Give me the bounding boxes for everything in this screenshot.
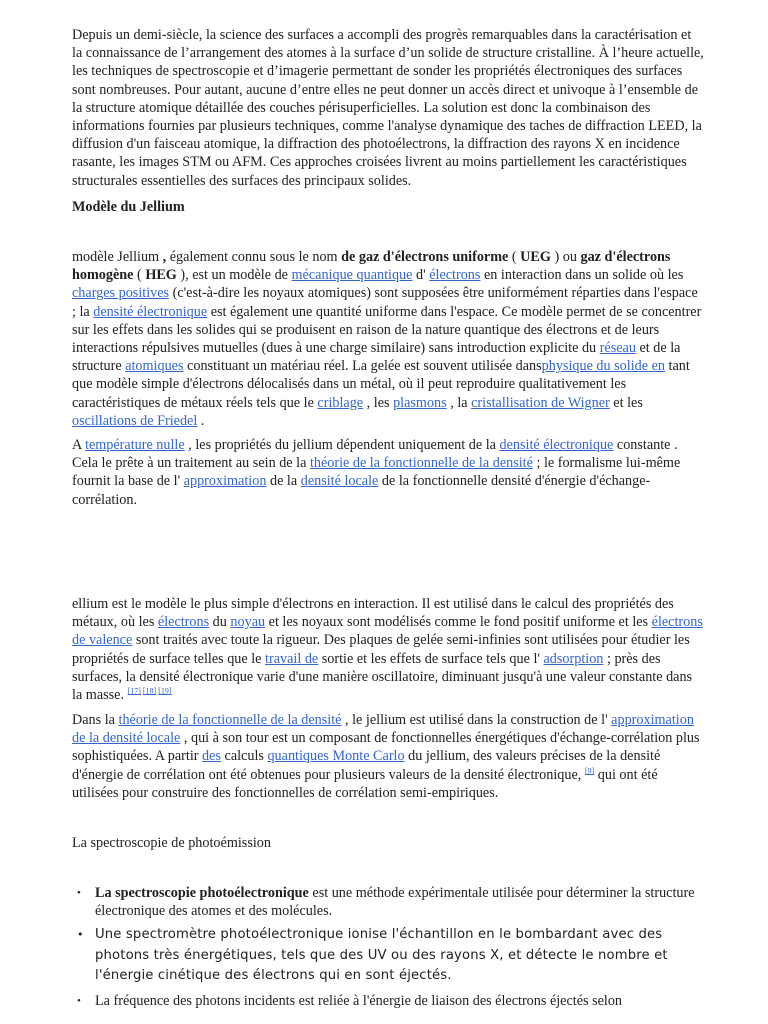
link-approximation[interactable]: approximation xyxy=(183,473,267,490)
link-densite-electronique[interactable]: densité électronique xyxy=(93,303,208,320)
bullet-list xyxy=(72,884,704,1010)
link-theorie-fonctionnelle-densite[interactable]: théorie de la fonctionnelle de la densité xyxy=(309,455,533,472)
link-plasmons[interactable]: plasmons xyxy=(393,394,447,411)
link-atomiques[interactable]: atomiques xyxy=(125,358,184,375)
link-oscillations-friedel[interactable]: oscillations de Friedel xyxy=(72,412,198,429)
link-noyau[interactable]: noyau xyxy=(230,614,266,631)
link-des[interactable]: des xyxy=(202,748,221,765)
link-temperature-nulle[interactable]: température nulle xyxy=(85,437,185,453)
link-physique-du-solide[interactable]: physique du solide en xyxy=(541,358,665,375)
list-item: • La spectroscopie photoélectronique est une méthode expérimentale utilisée pour déterminer la structure électronique des atomes et des molécules. xyxy=(72,884,704,920)
link-electrons-2[interactable]: électrons xyxy=(157,614,210,631)
section-title-photoemission: La spectroscopie de photoémission xyxy=(72,835,271,851)
list-item: • Une spectromètre photoélectronique ionise l'échantillon en le bombardant avec des photons très énergétiques, tels que des UV ou des rayons X, et détecte le nombre et l'énergie cinétique des électrons qui en sont éjectés. xyxy=(72,925,704,987)
link-cristallisation-wigner[interactable]: cristallisation de Wigner xyxy=(471,394,610,411)
reference-link-19[interactable]: [19] xyxy=(158,686,172,696)
intro-paragraph: Depuis un demi-siècle, la science des surfaces a accompli des progrès remarquables dans la caractérisation et la connaissance de l’arrangement des atomes à la surface d’un solide de structure cristalline. À l’heure actuelle, les techniques de spectroscopie et d’imagerie permettant de sonder les propriétés électroniques des surfaces sont nombreuses. Pour autant, aucune d’entre elles ne peut donner un accès direct et univoque à l’ensemble de la structure atomique détaillée des couches périsuperficielles. La solution est donc la combinaison des informations fournies par plusieurs techniques, comme l'analyse dynamique des taches de diffraction LEED, la diffusion d'un faisceau atomique, la diffraction des photoélectrons, la diffraction des rayons X en incidence rasante, les images STM ou AFM. Ces approches croisées livrent au moins partiellement les caractéristiques structurales essentielles des surfaces des principaux solides. xyxy=(72,27,704,189)
reference-link-18[interactable]: [18] xyxy=(142,686,157,696)
link-theorie-fonctionnelle-densite-2[interactable]: théorie de la fonctionnelle de la densité xyxy=(118,712,342,728)
link-charges-positives[interactable]: charges positives xyxy=(72,285,170,302)
reference-link-9[interactable]: [9] xyxy=(584,765,595,775)
link-approximation-densite-locale[interactable]: approximation de la densité locale xyxy=(72,712,694,747)
link-densite-locale[interactable]: densité locale xyxy=(300,473,379,490)
link-mecanique-quantique[interactable]: mécanique quantique xyxy=(291,267,413,284)
link-adsorption[interactable]: adsorption xyxy=(543,650,604,667)
link-electrons-de-valence[interactable]: électrons de valence xyxy=(72,614,703,649)
list-item: • La fréquence des photons incidents est reliée à l'énergie de liaison des électrons éjectés selon xyxy=(72,992,704,1010)
jellium-paragraph-3: ellium est le modèle le plus simple d'électrons en interaction. Il est utilisé dans le calcul des propriétés des métaux, où les électrons du noyau et les noyaux sont modélisés comme le fond positif uniforme et les électrons de valence sont traités avec toute la rigueur. Des plaques de gelée semi-infinies sont utilisées pour étudier les propriétés de surface telles que le travail de sortie et les effets de surface tels que l' adsorption ; près des surfaces, la densité électronique varie d'une manière oscillatoire, diminuant jusqu'à une valeur constante dans la masse. [17] [18] [19] xyxy=(72,596,703,704)
link-quantiques-monte-carlo[interactable]: quantiques Monte Carlo xyxy=(267,748,405,765)
link-criblage[interactable]: criblage xyxy=(317,394,364,411)
link-densite-electronique-2[interactable]: densité électronique xyxy=(499,437,614,453)
section-heading-jellium: Modèle du Jellium xyxy=(72,199,185,215)
link-electrons[interactable]: électrons xyxy=(429,267,481,284)
jellium-paragraph-4: Dans la théorie de la fonctionnelle de la densité , le jellium est utilisé dans la construction de l' approximation de la densité locale , qui à son tour est un composant de fonctionnelles énergétiques d'échange-corrélation plus sophistiquées. A partir des calculs quantiques Monte Carlo du jellium, des valeurs précises de la densité d'énergie de corrélation ont été obtenues pour plusieurs valeurs de la densité électronique, [9] qui ont été utilisées pour construire des fonctionnelles de corrélation semi-empiriques. xyxy=(72,712,700,801)
link-travail-de-sortie[interactable]: travail de xyxy=(265,650,319,667)
jellium-paragraph-2: A température nulle , les propriétés du jellium dépendent uniquement de la densité électronique constante . Cela le prête à un traitement au sein de la théorie de la fonctionnelle de la densité ; le formalisme lui-même fournit la base de l' approximation de la densité locale de la fonctionnelle densité d'énergie d'échange-corrélation. xyxy=(72,437,681,508)
link-reseau[interactable]: réseau xyxy=(599,340,636,357)
reference-link-17[interactable]: [17] xyxy=(127,686,141,696)
jellium-paragraph-1: modèle Jellium , également connu sous le nom de gaz d'électrons uniforme ( UEG ) ou gaz d'électrons homogène ( HEG ), est un modèle de mécanique quantique d' électrons en interaction dans un solide où les charges positives (c'est-à-dire les noyaux atomiques) sont supposées être uniformément réparties dans l'espace ; la densité électronique est également une quantité uniforme dans l'espace. Ce modèle permet de se concentrer sur les effets dans les solides qui se produisent en raison de la nature quantique des électrons et de leurs interactions répulsives mutuelles (dues à une charge similaire) sans introduction explicite du réseau et de la structure atomiques constituant un matériau réel. La gelée est souvent utilisée dansphysique du solide en tant que modèle simple d'électrons délocalisés dans un métal, où il peut reproduire qualitativement les caractéristiques de métaux réels tels que le criblage , les plasmons , la cristallisation de Wigner et les oscillations de Friedel . xyxy=(72,249,702,429)
